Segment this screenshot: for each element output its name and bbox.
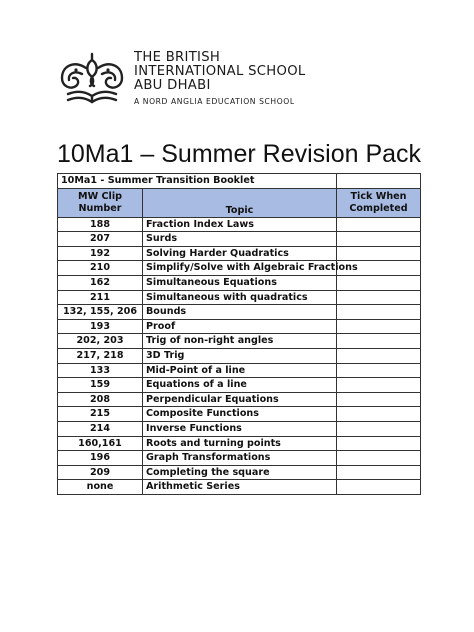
clip-number-cell: 209 bbox=[58, 465, 143, 480]
tick-when-completed-cell[interactable] bbox=[337, 290, 421, 305]
column-header-topic: Topic bbox=[143, 188, 337, 217]
tick-when-completed-cell[interactable] bbox=[337, 392, 421, 407]
tick-when-completed-cell[interactable] bbox=[337, 348, 421, 363]
tick-when-completed-cell[interactable] bbox=[337, 305, 421, 320]
topic-cell: Roots and turning points bbox=[143, 436, 337, 451]
table-row bbox=[58, 378, 421, 393]
clip-number-cell: 160,161 bbox=[58, 436, 143, 451]
table-row bbox=[58, 465, 421, 480]
topic-cell: Simultaneous Equations bbox=[143, 275, 337, 290]
clip-number-cell: 162 bbox=[58, 275, 143, 290]
clip-number-cell: 217, 218 bbox=[58, 348, 143, 363]
tick-when-completed-cell[interactable] bbox=[337, 378, 421, 393]
topic-cell: Proof bbox=[143, 319, 337, 334]
school-name-line-2: INTERNATIONAL SCHOOL bbox=[134, 64, 306, 79]
topic-cell: Perpendicular Equations bbox=[143, 392, 337, 407]
tick-when-completed-cell[interactable] bbox=[337, 217, 421, 232]
clip-number-cell: 202, 203 bbox=[58, 334, 143, 349]
clip-number-cell: 192 bbox=[58, 246, 143, 261]
tick-when-completed-cell[interactable] bbox=[337, 480, 421, 495]
topic-cell: Arithmetic Series bbox=[143, 480, 337, 495]
clip-number-cell: 159 bbox=[58, 378, 143, 393]
clip-number-cell: 211 bbox=[58, 290, 143, 305]
tick-when-completed-cell[interactable] bbox=[337, 275, 421, 290]
table-row bbox=[58, 261, 421, 276]
clip-number-cell: 133 bbox=[58, 363, 143, 378]
clip-number-cell: 215 bbox=[58, 407, 143, 422]
school-name bbox=[134, 51, 306, 109]
topic-cell: Inverse Functions bbox=[143, 421, 337, 436]
clip-number-cell: 208 bbox=[58, 392, 143, 407]
table-row bbox=[58, 407, 421, 422]
clip-number-cell: 196 bbox=[58, 451, 143, 466]
tick-when-completed-cell[interactable] bbox=[337, 436, 421, 451]
table-row bbox=[58, 392, 421, 407]
tick-when-completed-cell[interactable] bbox=[337, 421, 421, 436]
topic-cell: Fraction Index Laws bbox=[143, 217, 337, 232]
topic-cell: Solving Harder Quadratics bbox=[143, 246, 337, 261]
tick-when-completed-cell[interactable] bbox=[337, 232, 421, 247]
revision-table bbox=[57, 173, 421, 495]
column-header-clip: MW Clip Number bbox=[58, 188, 143, 217]
table-row bbox=[58, 217, 421, 232]
topic-cell: Completing the square bbox=[143, 465, 337, 480]
tick-when-completed-cell[interactable] bbox=[337, 451, 421, 466]
topic-cell: Graph Transformations bbox=[143, 451, 337, 466]
school-crest-icon bbox=[56, 50, 128, 106]
table-row bbox=[58, 421, 421, 436]
tick-when-completed-cell[interactable] bbox=[337, 465, 421, 480]
tick-when-completed-cell[interactable] bbox=[337, 319, 421, 334]
table-row bbox=[58, 275, 421, 290]
clip-number-cell: 207 bbox=[58, 232, 143, 247]
school-subtitle: A NORD ANGLIA EDUCATION SCHOOL bbox=[134, 97, 295, 106]
tick-when-completed-cell[interactable] bbox=[337, 407, 421, 422]
table-row bbox=[58, 319, 421, 334]
school-name-line-1: THE BRITISH bbox=[134, 50, 221, 65]
tick-when-completed-cell[interactable] bbox=[337, 363, 421, 378]
page-title: 10Ma1 – Summer Revision Pack bbox=[57, 140, 422, 168]
table-row bbox=[58, 246, 421, 261]
table-row bbox=[58, 480, 421, 495]
school-name-line-3: ABU DHABI bbox=[134, 78, 211, 93]
topic-cell: Simultaneous with quadratics bbox=[143, 290, 337, 305]
table-caption: 10Ma1 - Summer Transition Booklet bbox=[58, 174, 337, 189]
table-row bbox=[58, 363, 421, 378]
table-row bbox=[58, 305, 421, 320]
table-row bbox=[58, 334, 421, 349]
topic-cell: Bounds bbox=[143, 305, 337, 320]
topic-cell: Equations of a line bbox=[143, 378, 337, 393]
tick-when-completed-cell[interactable] bbox=[337, 334, 421, 349]
topic-cell: Mid-Point of a line bbox=[143, 363, 337, 378]
topic-cell: Composite Functions bbox=[143, 407, 337, 422]
table-row bbox=[58, 290, 421, 305]
topic-cell: 3D Trig bbox=[143, 348, 337, 363]
clip-number-cell: none bbox=[58, 480, 143, 495]
clip-number-cell: 214 bbox=[58, 421, 143, 436]
clip-number-cell: 193 bbox=[58, 319, 143, 334]
table-row bbox=[58, 436, 421, 451]
table-header-row bbox=[58, 188, 421, 217]
table-row bbox=[58, 232, 421, 247]
table-row bbox=[58, 348, 421, 363]
column-header-tick: Tick When Completed bbox=[337, 188, 421, 217]
clip-number-cell: 188 bbox=[58, 217, 143, 232]
topic-cell: Surds bbox=[143, 232, 337, 247]
tick-when-completed-cell[interactable] bbox=[337, 246, 421, 261]
topic-cell: Simplify/Solve with Algebraic Fractions bbox=[143, 261, 337, 276]
clip-number-cell: 210 bbox=[58, 261, 143, 276]
clip-number-cell: 132, 155, 206 bbox=[58, 305, 143, 320]
table-caption-row bbox=[58, 174, 421, 189]
topic-cell: Trig of non-right angles bbox=[143, 334, 337, 349]
table-row bbox=[58, 451, 421, 466]
table-caption-empty-cell bbox=[337, 174, 421, 189]
